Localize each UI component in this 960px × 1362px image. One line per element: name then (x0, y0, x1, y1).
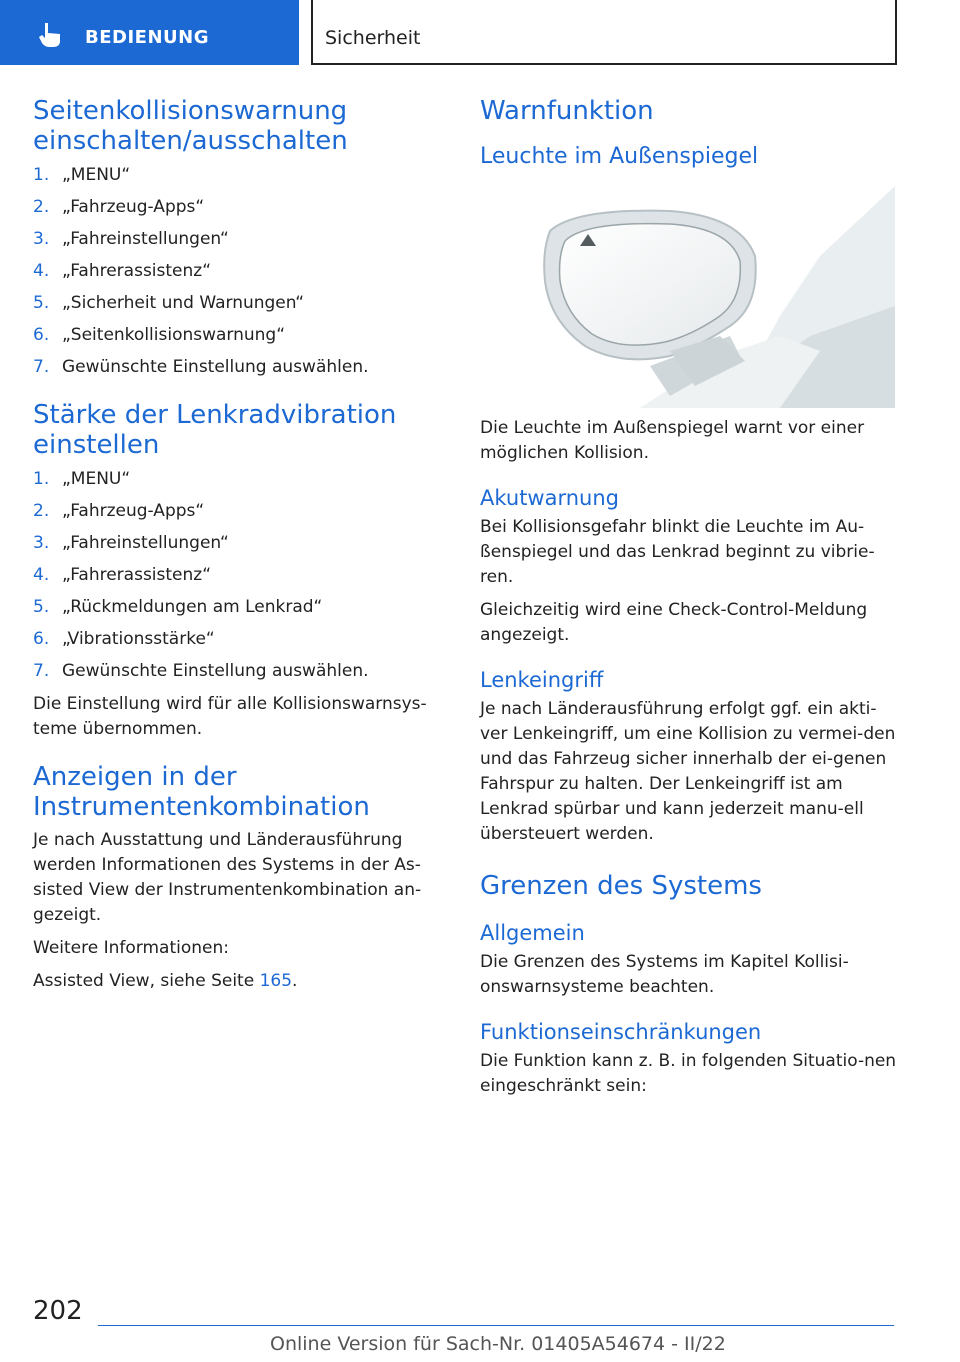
paragraph: Bei Kollisionsgefahr blinkt die Leuchte im Au-ßenspiegel und das Lenkrad beginnt zu vibrie-ren. (480, 517, 875, 587)
list-item: 1. „MENU“ (33, 469, 131, 489)
steps-list-2 (33, 468, 443, 692)
list-item: 2. „Fahrzeug-Apps“ (33, 197, 205, 217)
page-link[interactable]: 165 (259, 971, 293, 991)
right-column (480, 96, 900, 1099)
heading-general: Allgemein (480, 921, 585, 945)
heading-side-collision-toggle: Seitenkollisionswarnung einschalten/ausschalten (33, 96, 348, 156)
chapter-tab (0, 0, 299, 65)
list-item: 7. Gewünschte Einstellung auswählen. (33, 661, 369, 681)
heading-instrument-display: Anzeigen in der Instrumentenkombination (33, 762, 370, 822)
heading-steering-vibration: Stärke der Lenkradvibration einstellen (33, 400, 397, 460)
paragraph: Gleichzeitig wird eine Check-Control-Meldung angezeigt. (480, 600, 868, 645)
heading-acute-warning: Akutwarnung (480, 486, 619, 510)
paragraph: Je nach Länderausführung erfolgt ggf. ein akti-ver Lenkeingriff, um eine Kollision zu vermei-den und das Fahrzeug sicher innerhalb der ei-genen Fahrspur zu halten. Der Lenkeingriff ist am Lenkrad spürbar und kann jederzeit manu-ell übersteuert werden. (480, 699, 896, 844)
list-item: 4. „Fahrerassistenz“ (33, 565, 212, 585)
heading-steering-intervention: Lenkeingriff (480, 668, 604, 692)
paragraph: Die Leuchte im Außenspiegel warnt vor einer möglichen Kollision. (480, 418, 865, 463)
list-item: 6. „Vibrationsstärke“ (33, 629, 215, 649)
list-item: 5. „Sicherheit und Warnungen“ (33, 293, 305, 313)
list-item: 3. „Fahreinstellungen“ (33, 533, 229, 553)
paragraph: Die Funktion kann z. B. in folgenden Situatio-nen eingeschränkt sein: (480, 1051, 897, 1096)
heading-function-limitations: Funktionseinschränkungen (480, 1020, 762, 1044)
list-item: 1. „MENU“ (33, 165, 131, 185)
paragraph-note: Die Einstellung wird für alle Kollisionswarnsys-teme übernommen. (33, 694, 427, 739)
chapter-label: BEDIENUNG (85, 27, 209, 48)
paragraph: Je nach Ausstattung und Länderausführung werden Informationen des Systems in der As-sisted View der Instrumentenkombination an-gezeigt. (33, 830, 422, 925)
left-column (33, 96, 443, 994)
footer-divider (98, 1325, 894, 1326)
list-item: 6. „Seitenkollisionswarnung“ (33, 325, 286, 345)
section-header (311, 0, 897, 65)
footer-text: Online Version für Sach-Nr. 01405A54674 - II/22 (270, 1333, 726, 1355)
paragraph-reference: Assisted View, siehe Seite 165. (33, 971, 298, 991)
list-item: 4. „Fahrerassistenz“ (33, 261, 212, 281)
mirror-illustration (480, 186, 895, 408)
paragraph: Weitere Informationen: (33, 938, 229, 958)
list-item: 7. Gewünschte Einstellung auswählen. (33, 357, 369, 377)
list-item: 2. „Fahrzeug-Apps“ (33, 501, 205, 521)
section-label: Sicherheit (325, 27, 421, 49)
list-item: 3. „Fahreinstellungen“ (33, 229, 229, 249)
hand-pointer-icon (36, 20, 66, 50)
heading-warning-function: Warnfunktion (480, 96, 654, 126)
list-item: 5. „Rückmeldungen am Lenkrad“ (33, 597, 323, 617)
steps-list-1 (33, 164, 443, 388)
heading-mirror-light: Leuchte im Außenspiegel (480, 144, 759, 169)
heading-system-limits: Grenzen des Systems (480, 871, 762, 901)
page-number: 202 (33, 1296, 83, 1326)
paragraph: Die Grenzen des Systems im Kapitel Kollisi-onswarnsysteme beachten. (480, 952, 849, 997)
